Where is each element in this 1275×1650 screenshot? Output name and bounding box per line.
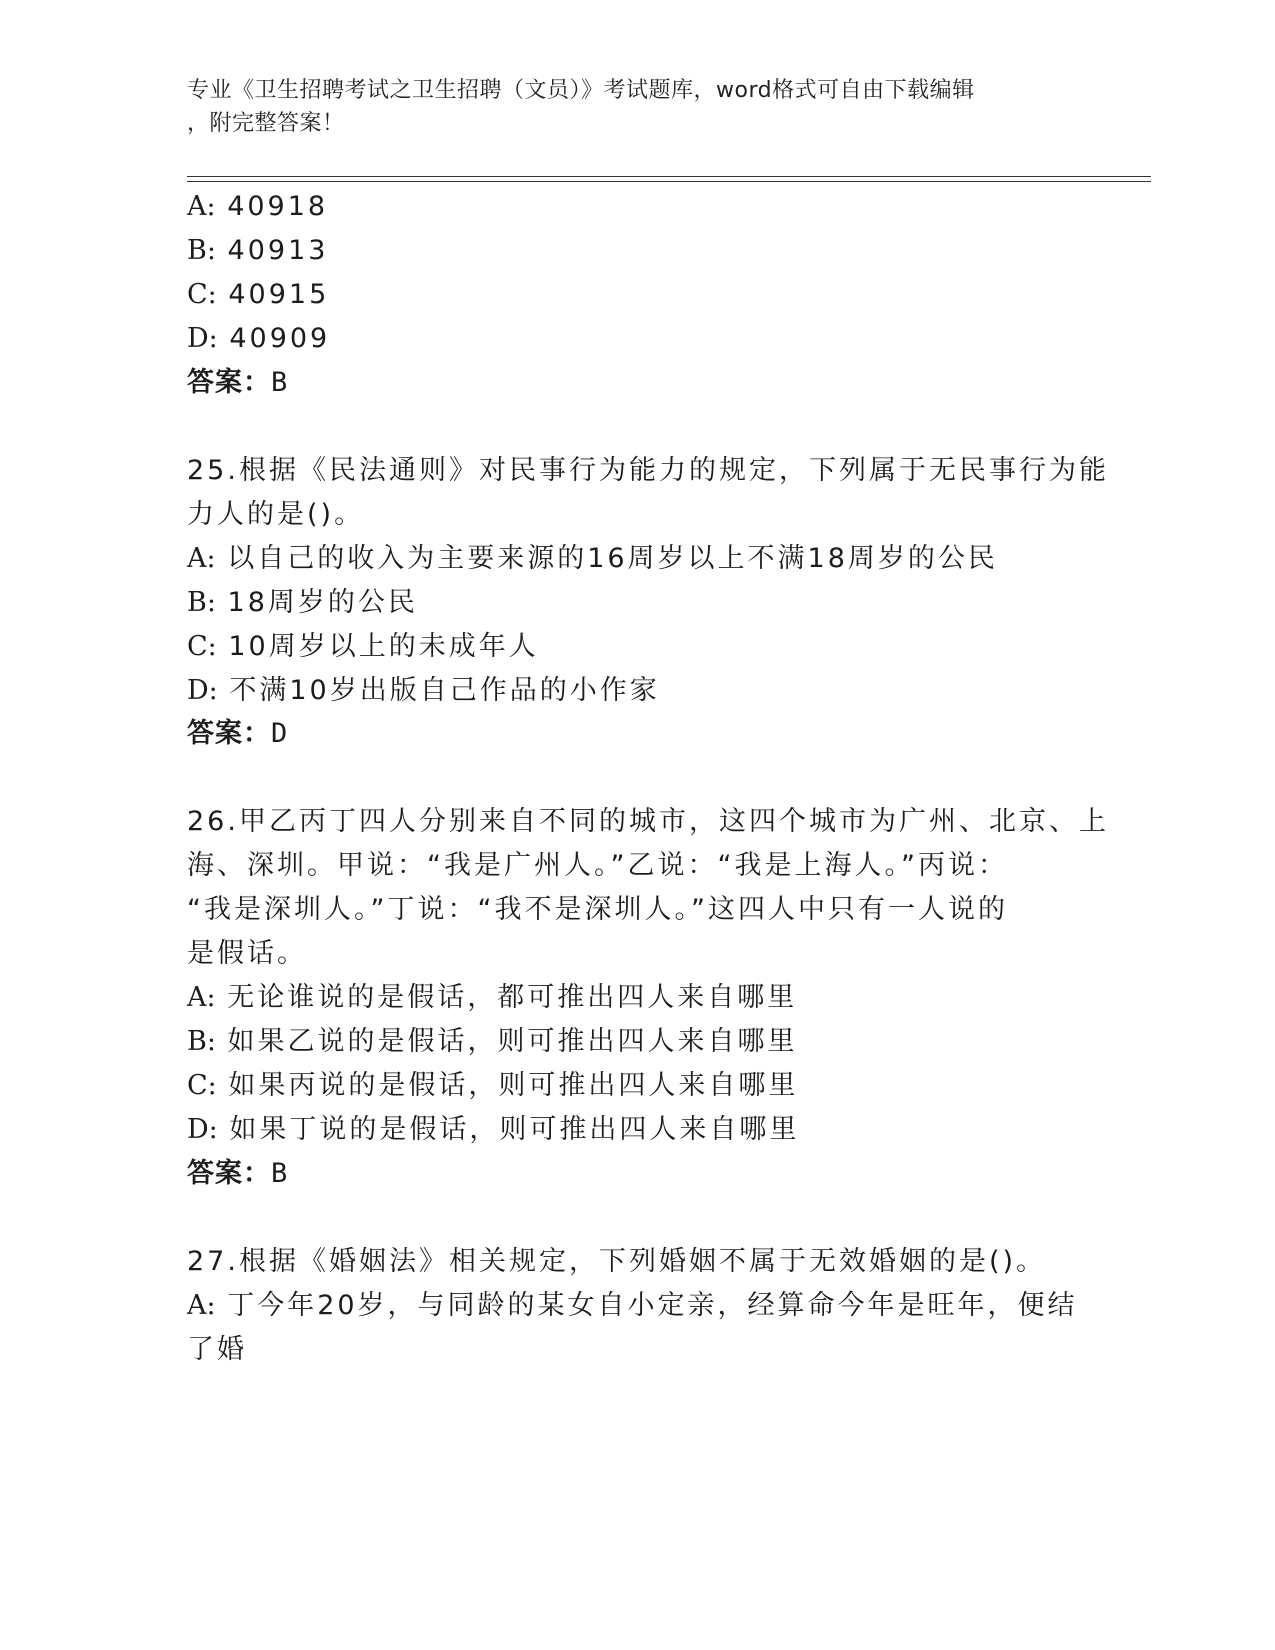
option-text: 以自己的收入为主要来源的16周岁以上不满18周岁的公民 bbox=[227, 543, 998, 574]
answer-label: 答案： bbox=[187, 367, 271, 398]
option-text: 40913 bbox=[227, 235, 329, 266]
answer-value: B bbox=[271, 367, 289, 398]
q26-option-b bbox=[187, 1024, 798, 1060]
header-divider-top bbox=[187, 176, 1151, 177]
q27-option-a-continued: 了婚 bbox=[187, 1334, 247, 1365]
option-text: 无论谁说的是假话，都可推出四人来自哪里 bbox=[227, 982, 798, 1013]
option-label: C: bbox=[187, 631, 217, 662]
answer-value: B bbox=[271, 1158, 289, 1189]
option-label: D: bbox=[187, 1114, 218, 1145]
answer-label: 答案： bbox=[187, 718, 271, 749]
q26-option-a bbox=[187, 980, 797, 1016]
q25-stem-line-1: 25.根据《民法通则》对民事行为能力的规定，下列属于无民事行为能 bbox=[187, 455, 1109, 486]
q25-option-a bbox=[187, 541, 998, 577]
option-label: B: bbox=[187, 587, 216, 618]
answer-label: 答案： bbox=[187, 1158, 271, 1189]
option-text: 如果乙说的是假话，则可推出四人来自哪里 bbox=[227, 1026, 798, 1057]
header-line-2: ，附完整答案！ bbox=[187, 111, 345, 136]
option-text: 40909 bbox=[229, 323, 331, 354]
q25-option-d bbox=[187, 673, 660, 709]
q27-stem-line-1: 27.根据《婚姻法》相关规定，下列婚姻不属于无效婚姻的是()。 bbox=[187, 1246, 1047, 1277]
header-line-1: 专业《卫生招聘考试之卫生招聘（文员）》考试题库，word格式可自由下载编辑 bbox=[187, 78, 975, 103]
option-text: 不满10岁出版自己作品的小作家 bbox=[229, 675, 660, 706]
q26-answer bbox=[187, 1156, 288, 1192]
q27-option-a bbox=[187, 1288, 1078, 1324]
q24-option-c bbox=[187, 277, 329, 313]
option-label: C: bbox=[187, 279, 217, 310]
option-label: D: bbox=[187, 323, 218, 354]
q26-stem-line-4: 是假话。 bbox=[187, 938, 307, 969]
option-label: A: bbox=[187, 982, 216, 1013]
q26-stem-line-1: 26.甲乙丙丁四人分别来自不同的城市，这四个城市为广州、北京、上 bbox=[187, 806, 1109, 837]
header-divider-bottom bbox=[187, 181, 1151, 182]
q24-option-a bbox=[187, 189, 328, 225]
q25-answer bbox=[187, 716, 288, 752]
q26-option-d bbox=[187, 1112, 799, 1148]
q26-stem-line-2: 海、深圳。甲说：“我是广州人。”乙说：“我是上海人。”丙说： bbox=[187, 850, 1008, 881]
option-label: C: bbox=[187, 1070, 217, 1101]
option-label: B: bbox=[187, 1026, 216, 1057]
option-text: 如果丁说的是假话，则可推出四人来自哪里 bbox=[229, 1114, 800, 1145]
document-header bbox=[187, 74, 1067, 140]
option-text: 丁今年20岁，与同龄的某女自小定亲，经算命今年是旺年，便结 bbox=[227, 1290, 1078, 1321]
q24-option-d bbox=[187, 321, 330, 357]
q24-option-b bbox=[187, 233, 328, 269]
option-label: A: bbox=[187, 543, 216, 574]
q25-option-c bbox=[187, 629, 539, 665]
option-text: 40915 bbox=[228, 279, 330, 310]
q26-stem-line-3: “我是深圳人。”丁说：“我不是深圳人。”这四人中只有一人说的 bbox=[187, 894, 1008, 925]
option-text: 40918 bbox=[227, 191, 329, 222]
q25-stem-line-2: 力人的是()。 bbox=[187, 499, 365, 530]
q25-option-b bbox=[187, 585, 418, 621]
option-text: 10周岁以上的未成年人 bbox=[228, 631, 539, 662]
option-text: 18周岁的公民 bbox=[227, 587, 418, 618]
option-label: D: bbox=[187, 675, 218, 706]
option-label: A: bbox=[187, 191, 216, 222]
option-label: A: bbox=[187, 1290, 216, 1321]
option-text: 如果丙说的是假话，则可推出四人来自哪里 bbox=[228, 1070, 799, 1101]
q24-answer bbox=[187, 365, 288, 401]
option-label: B: bbox=[187, 235, 216, 266]
q26-option-c bbox=[187, 1068, 798, 1104]
answer-value: D bbox=[271, 718, 289, 749]
